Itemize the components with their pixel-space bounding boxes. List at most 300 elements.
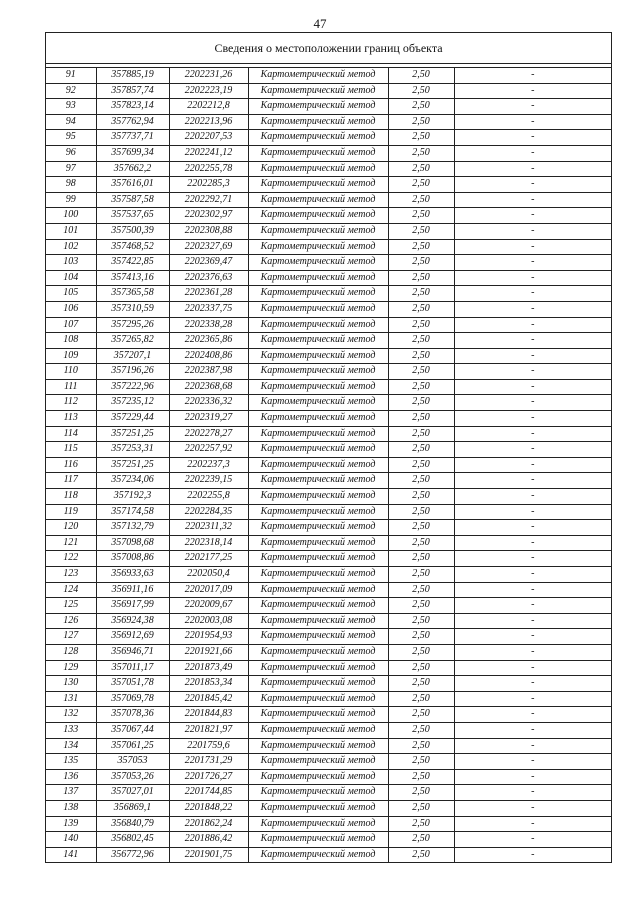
point-number-cell: 101 — [46, 223, 96, 239]
accuracy-cell: 2,50 — [388, 442, 454, 458]
description-cell: - — [454, 130, 611, 146]
accuracy-cell: 2,50 — [388, 832, 454, 848]
accuracy-cell: 2,50 — [388, 629, 454, 645]
x-coordinate-cell: 357857,74 — [96, 83, 169, 99]
description-cell: - — [454, 504, 611, 520]
method-cell: Картометрический метод — [248, 847, 388, 862]
accuracy-cell: 2,50 — [388, 660, 454, 676]
y-coordinate-cell: 2202337,75 — [169, 301, 248, 317]
accuracy-cell: 2,50 — [388, 504, 454, 520]
description-cell: - — [454, 551, 611, 567]
point-number-cell: 130 — [46, 676, 96, 692]
method-cell: Картометрический метод — [248, 130, 388, 146]
table-row — [46, 520, 611, 536]
table-row — [46, 676, 611, 692]
y-coordinate-cell: 2201731,29 — [169, 754, 248, 770]
description-cell: - — [454, 223, 611, 239]
table-title: Сведения о местоположении границ объекта — [46, 33, 611, 64]
method-cell: Картометрический метод — [248, 333, 388, 349]
y-coordinate-cell: 2201759,6 — [169, 738, 248, 754]
point-number-cell: 99 — [46, 192, 96, 208]
x-coordinate-cell: 357192,3 — [96, 489, 169, 505]
table-row — [46, 99, 611, 115]
x-coordinate-cell: 356924,38 — [96, 613, 169, 629]
accuracy-cell: 2,50 — [388, 754, 454, 770]
method-cell: Картометрический метод — [248, 598, 388, 614]
y-coordinate-cell: 2202278,27 — [169, 426, 248, 442]
y-coordinate-cell: 2201921,66 — [169, 644, 248, 660]
method-cell: Картометрический метод — [248, 473, 388, 489]
description-cell: - — [454, 567, 611, 583]
x-coordinate-cell: 357253,31 — [96, 442, 169, 458]
point-number-cell: 136 — [46, 769, 96, 785]
x-coordinate-cell: 357737,71 — [96, 130, 169, 146]
x-coordinate-cell: 357310,59 — [96, 301, 169, 317]
accuracy-cell: 2,50 — [388, 192, 454, 208]
description-cell: - — [454, 114, 611, 130]
accuracy-cell: 2,50 — [388, 301, 454, 317]
accuracy-cell: 2,50 — [388, 68, 454, 83]
method-cell: Картометрический метод — [248, 379, 388, 395]
point-number-cell: 135 — [46, 754, 96, 770]
x-coordinate-cell: 357196,26 — [96, 364, 169, 380]
table-row — [46, 473, 611, 489]
table-row — [46, 785, 611, 801]
x-coordinate-cell: 357174,58 — [96, 504, 169, 520]
accuracy-cell: 2,50 — [388, 473, 454, 489]
description-cell: - — [454, 192, 611, 208]
method-cell: Картометрический метод — [248, 582, 388, 598]
x-coordinate-cell: 356933,63 — [96, 567, 169, 583]
y-coordinate-cell: 2201844,83 — [169, 707, 248, 723]
point-number-cell: 120 — [46, 520, 96, 536]
accuracy-cell: 2,50 — [388, 426, 454, 442]
description-cell: - — [454, 83, 611, 99]
x-coordinate-cell: 357616,01 — [96, 177, 169, 193]
description-cell: - — [454, 99, 611, 115]
table-row — [46, 769, 611, 785]
y-coordinate-cell: 2202318,14 — [169, 535, 248, 551]
y-coordinate-cell: 2201726,27 — [169, 769, 248, 785]
table-row — [46, 707, 611, 723]
description-cell: - — [454, 364, 611, 380]
x-coordinate-cell: 357762,94 — [96, 114, 169, 130]
x-coordinate-cell: 357069,78 — [96, 691, 169, 707]
method-cell: Картометрический метод — [248, 395, 388, 411]
description-cell: - — [454, 582, 611, 598]
accuracy-cell: 2,50 — [388, 83, 454, 99]
y-coordinate-cell: 2202177,25 — [169, 551, 248, 567]
table-row — [46, 286, 611, 302]
y-coordinate-cell: 2201873,49 — [169, 660, 248, 676]
table-row — [46, 598, 611, 614]
y-coordinate-cell: 2202017,09 — [169, 582, 248, 598]
description-cell: - — [454, 239, 611, 255]
description-cell: - — [454, 598, 611, 614]
accuracy-cell: 2,50 — [388, 161, 454, 177]
table-row — [46, 535, 611, 551]
point-number-cell: 139 — [46, 816, 96, 832]
table-row — [46, 348, 611, 364]
y-coordinate-cell: 2201821,97 — [169, 722, 248, 738]
y-coordinate-cell: 2202369,47 — [169, 255, 248, 271]
description-cell: - — [454, 348, 611, 364]
table-row — [46, 317, 611, 333]
y-coordinate-cell: 2201853,34 — [169, 676, 248, 692]
description-cell: - — [454, 676, 611, 692]
x-coordinate-cell: 357587,58 — [96, 192, 169, 208]
accuracy-cell: 2,50 — [388, 270, 454, 286]
table-row — [46, 411, 611, 427]
point-number-cell: 128 — [46, 644, 96, 660]
method-cell: Картометрический метод — [248, 301, 388, 317]
description-cell: - — [454, 395, 611, 411]
method-cell: Картометрический метод — [248, 754, 388, 770]
method-cell: Картометрический метод — [248, 208, 388, 224]
method-cell: Картометрический метод — [248, 785, 388, 801]
y-coordinate-cell: 2202302,97 — [169, 208, 248, 224]
point-number-cell: 108 — [46, 333, 96, 349]
y-coordinate-cell: 2202003,08 — [169, 613, 248, 629]
y-coordinate-cell: 2202284,35 — [169, 504, 248, 520]
table-row — [46, 426, 611, 442]
x-coordinate-cell: 357098,68 — [96, 535, 169, 551]
x-coordinate-cell: 357251,25 — [96, 426, 169, 442]
description-cell: - — [454, 629, 611, 645]
table-row — [46, 504, 611, 520]
point-number-cell: 106 — [46, 301, 96, 317]
x-coordinate-cell: 357011,17 — [96, 660, 169, 676]
description-cell: - — [531, 848, 535, 860]
x-coordinate-cell: 357885,19 — [96, 68, 169, 83]
description-cell: - — [454, 301, 611, 317]
point-number-cell: 96 — [46, 145, 96, 161]
point-number-cell: 102 — [46, 239, 96, 255]
method-cell: Картометрический метод — [248, 457, 388, 473]
point-number-cell: 140 — [46, 832, 96, 848]
point-number-cell: 124 — [46, 582, 96, 598]
x-coordinate-cell: 356802,45 — [96, 832, 169, 848]
point-number-cell: 92 — [46, 83, 96, 99]
accuracy-cell: 2,50 — [388, 722, 454, 738]
point-number-cell: 91 — [46, 68, 96, 83]
description-cell: - — [454, 785, 611, 801]
method-cell: Картометрический метод — [248, 426, 388, 442]
y-coordinate-cell: 2202285,3 — [169, 177, 248, 193]
description-cell: - — [454, 769, 611, 785]
description-cell: - — [454, 145, 611, 161]
coordinates-table — [46, 68, 611, 862]
table-row — [46, 301, 611, 317]
point-number-cell: 95 — [46, 130, 96, 146]
y-coordinate-cell: 2202336,32 — [169, 395, 248, 411]
table-row — [46, 489, 611, 505]
x-coordinate-cell: 357067,44 — [96, 722, 169, 738]
method-cell: Картометрический метод — [248, 286, 388, 302]
x-coordinate-cell: 357422,85 — [96, 255, 169, 271]
method-cell: Картометрический метод — [248, 270, 388, 286]
y-coordinate-cell: 2201848,22 — [169, 800, 248, 816]
table-row — [46, 551, 611, 567]
point-number-cell: 137 — [46, 785, 96, 801]
y-coordinate-cell: 2202376,63 — [169, 270, 248, 286]
x-coordinate-cell: 357251,25 — [96, 457, 169, 473]
y-coordinate-cell: 2202361,28 — [169, 286, 248, 302]
description-cell: - — [454, 208, 611, 224]
accuracy-cell: 2,50 — [388, 317, 454, 333]
method-cell: Картометрический метод — [248, 145, 388, 161]
point-number-cell: 110 — [46, 364, 96, 380]
accuracy-cell: 2,50 — [388, 145, 454, 161]
y-coordinate-cell: 2202365,86 — [169, 333, 248, 349]
table-row — [46, 613, 611, 629]
x-coordinate-cell: 357295,26 — [96, 317, 169, 333]
accuracy-cell: 2,50 — [388, 707, 454, 723]
y-coordinate-cell: 2202009,67 — [169, 598, 248, 614]
boundary-table-sheet — [45, 32, 612, 863]
description-cell: - — [454, 520, 611, 536]
description-cell: - — [454, 691, 611, 707]
table-row — [46, 208, 611, 224]
table-row — [46, 379, 611, 395]
table-row — [46, 457, 611, 473]
accuracy-cell: 2,50 — [388, 223, 454, 239]
point-number-cell: 105 — [46, 286, 96, 302]
y-coordinate-cell: 2202338,28 — [169, 317, 248, 333]
y-coordinate-cell: 2202308,88 — [169, 223, 248, 239]
description-cell: - — [454, 800, 611, 816]
point-number-cell: 126 — [46, 613, 96, 629]
method-cell: Картометрический метод — [248, 769, 388, 785]
description-cell: - — [454, 489, 611, 505]
table-row — [46, 582, 611, 598]
point-number-cell: 114 — [46, 426, 96, 442]
x-coordinate-cell: 357132,79 — [96, 520, 169, 536]
description-cell: - — [454, 270, 611, 286]
table-row — [46, 145, 611, 161]
point-number-cell: 134 — [46, 738, 96, 754]
x-coordinate-cell: 357413,16 — [96, 270, 169, 286]
accuracy-cell: 2,50 — [388, 535, 454, 551]
point-number-cell: 107 — [46, 317, 96, 333]
method-cell: Картометрический метод — [248, 644, 388, 660]
method-cell: Картометрический метод — [248, 68, 388, 83]
y-coordinate-cell: 2202408,86 — [169, 348, 248, 364]
table-row — [46, 442, 611, 458]
method-cell: Картометрический метод — [248, 800, 388, 816]
x-coordinate-cell: 356912,69 — [96, 629, 169, 645]
accuracy-cell: 2,50 — [388, 738, 454, 754]
method-cell: Картометрический метод — [248, 816, 388, 832]
table-row — [46, 192, 611, 208]
x-coordinate-cell: 357699,34 — [96, 145, 169, 161]
table-row — [46, 68, 611, 83]
method-cell: Картометрический метод — [248, 707, 388, 723]
y-coordinate-cell: 2202213,96 — [169, 114, 248, 130]
description-cell: - — [454, 426, 611, 442]
coordinates-table-body — [46, 68, 611, 862]
table-row — [46, 847, 611, 862]
accuracy-cell: 2,50 — [388, 379, 454, 395]
x-coordinate-cell: 357229,44 — [96, 411, 169, 427]
y-coordinate-cell: 2201901,75 — [169, 847, 248, 862]
method-cell: Картометрический метод — [248, 691, 388, 707]
y-coordinate-cell: 2201886,42 — [169, 832, 248, 848]
method-cell: Картометрический метод — [248, 223, 388, 239]
method-cell: Картометрический метод — [248, 567, 388, 583]
y-coordinate-cell: 2202292,71 — [169, 192, 248, 208]
table-row — [46, 754, 611, 770]
accuracy-cell: 2,50 — [388, 239, 454, 255]
x-coordinate-cell: 357265,82 — [96, 333, 169, 349]
accuracy-cell: 2,50 — [388, 769, 454, 785]
method-cell: Картометрический метод — [248, 676, 388, 692]
y-coordinate-cell: 2202387,98 — [169, 364, 248, 380]
method-cell: Картометрический метод — [248, 161, 388, 177]
x-coordinate-cell: 357234,06 — [96, 473, 169, 489]
description-cell: - — [454, 379, 611, 395]
point-number-cell: 132 — [46, 707, 96, 723]
point-number-cell: 118 — [46, 489, 96, 505]
table-row — [46, 270, 611, 286]
description-cell: - — [454, 738, 611, 754]
x-coordinate-cell: 356911,16 — [96, 582, 169, 598]
method-cell: Картометрический метод — [248, 535, 388, 551]
point-number-cell: 100 — [46, 208, 96, 224]
y-coordinate-cell: 2202311,32 — [169, 520, 248, 536]
x-coordinate-cell: 357222,96 — [96, 379, 169, 395]
table-row — [46, 114, 611, 130]
accuracy-cell: 2,50 — [388, 598, 454, 614]
description-cell: - — [454, 832, 611, 848]
point-number-cell: 123 — [46, 567, 96, 583]
accuracy-cell: 2,50 — [388, 411, 454, 427]
accuracy-cell: 2,50 — [388, 816, 454, 832]
point-number-cell: 112 — [46, 395, 96, 411]
description-cell: - — [454, 816, 611, 832]
y-coordinate-cell: 2202231,26 — [169, 68, 248, 83]
description-cell: - — [454, 333, 611, 349]
accuracy-cell: 2,50 — [388, 99, 454, 115]
description-cell: - — [454, 473, 611, 489]
accuracy-cell: 2,50 — [388, 286, 454, 302]
point-number-cell: 111 — [46, 379, 96, 395]
point-number-cell: 113 — [46, 411, 96, 427]
table-row — [46, 333, 611, 349]
y-coordinate-cell: 2202207,53 — [169, 130, 248, 146]
point-number-cell: 117 — [46, 473, 96, 489]
description-cell: - — [454, 644, 611, 660]
method-cell: Картометрический метод — [248, 99, 388, 115]
y-coordinate-cell: 2202212,8 — [169, 99, 248, 115]
x-coordinate-cell: 357207,1 — [96, 348, 169, 364]
accuracy-cell: 2,50 — [388, 551, 454, 567]
y-coordinate-cell: 2202241,12 — [169, 145, 248, 161]
x-coordinate-cell: 357053,26 — [96, 769, 169, 785]
x-coordinate-cell: 357078,36 — [96, 707, 169, 723]
point-number-cell: 116 — [46, 457, 96, 473]
method-cell: Картометрический метод — [248, 239, 388, 255]
point-number-cell: 109 — [46, 348, 96, 364]
x-coordinate-cell: 357008,86 — [96, 551, 169, 567]
description-cell: - — [454, 754, 611, 770]
method-cell: Картометрический метод — [248, 364, 388, 380]
description-cell: - — [454, 707, 611, 723]
point-number-cell: 98 — [46, 177, 96, 193]
y-coordinate-cell: 2201862,24 — [169, 816, 248, 832]
method-cell: Картометрический метод — [248, 255, 388, 271]
accuracy-cell: 2,50 — [388, 208, 454, 224]
method-cell: Картометрический метод — [248, 489, 388, 505]
method-cell: Картометрический метод — [248, 832, 388, 848]
table-row — [46, 255, 611, 271]
x-coordinate-cell: 357468,52 — [96, 239, 169, 255]
accuracy-cell: 2,50 — [388, 457, 454, 473]
table-row — [46, 83, 611, 99]
y-coordinate-cell: 2202257,92 — [169, 442, 248, 458]
x-coordinate-cell: 356946,71 — [96, 644, 169, 660]
y-coordinate-cell: 2201744,85 — [169, 785, 248, 801]
description-cell: - — [454, 317, 611, 333]
table-row — [46, 364, 611, 380]
point-number-cell: 133 — [46, 722, 96, 738]
table-row — [46, 629, 611, 645]
accuracy-cell: 2,50 — [388, 177, 454, 193]
point-number-cell: 129 — [46, 660, 96, 676]
method-cell: Картометрический метод — [248, 317, 388, 333]
point-number-cell: 127 — [46, 629, 96, 645]
y-coordinate-cell: 2202255,78 — [169, 161, 248, 177]
point-number-cell: 103 — [46, 255, 96, 271]
y-coordinate-cell: 2202237,3 — [169, 457, 248, 473]
method-cell: Картометрический метод — [248, 192, 388, 208]
table-row — [46, 644, 611, 660]
method-cell: Картометрический метод — [248, 520, 388, 536]
x-coordinate-cell: 357500,39 — [96, 223, 169, 239]
x-coordinate-cell: 357235,12 — [96, 395, 169, 411]
table-row — [46, 691, 611, 707]
accuracy-cell: 2,50 — [388, 582, 454, 598]
description-cell: - — [454, 613, 611, 629]
description-cell: - — [454, 411, 611, 427]
method-cell: Картометрический метод — [248, 738, 388, 754]
x-coordinate-cell: 357662,2 — [96, 161, 169, 177]
method-cell: Картометрический метод — [248, 629, 388, 645]
point-number-cell: 121 — [46, 535, 96, 551]
y-coordinate-cell: 2202327,69 — [169, 239, 248, 255]
x-coordinate-cell: 357051,78 — [96, 676, 169, 692]
method-cell: Картометрический метод — [248, 83, 388, 99]
method-cell: Картометрический метод — [248, 660, 388, 676]
x-coordinate-cell: 357061,25 — [96, 738, 169, 754]
point-number-cell: 122 — [46, 551, 96, 567]
method-cell: Картометрический метод — [248, 551, 388, 567]
y-coordinate-cell: 2202255,8 — [169, 489, 248, 505]
method-cell: Картометрический метод — [248, 613, 388, 629]
y-coordinate-cell: 2201845,42 — [169, 691, 248, 707]
method-cell: Картометрический метод — [248, 722, 388, 738]
table-row — [46, 177, 611, 193]
x-coordinate-cell: 357053 — [96, 754, 169, 770]
accuracy-cell: 2,50 — [388, 644, 454, 660]
x-coordinate-cell: 356840,79 — [96, 816, 169, 832]
accuracy-cell: 2,50 — [388, 255, 454, 271]
x-coordinate-cell: 356917,99 — [96, 598, 169, 614]
y-coordinate-cell: 2202368,68 — [169, 379, 248, 395]
accuracy-cell: 2,50 — [388, 489, 454, 505]
x-coordinate-cell: 356869,1 — [96, 800, 169, 816]
method-cell: Картометрический метод — [248, 504, 388, 520]
